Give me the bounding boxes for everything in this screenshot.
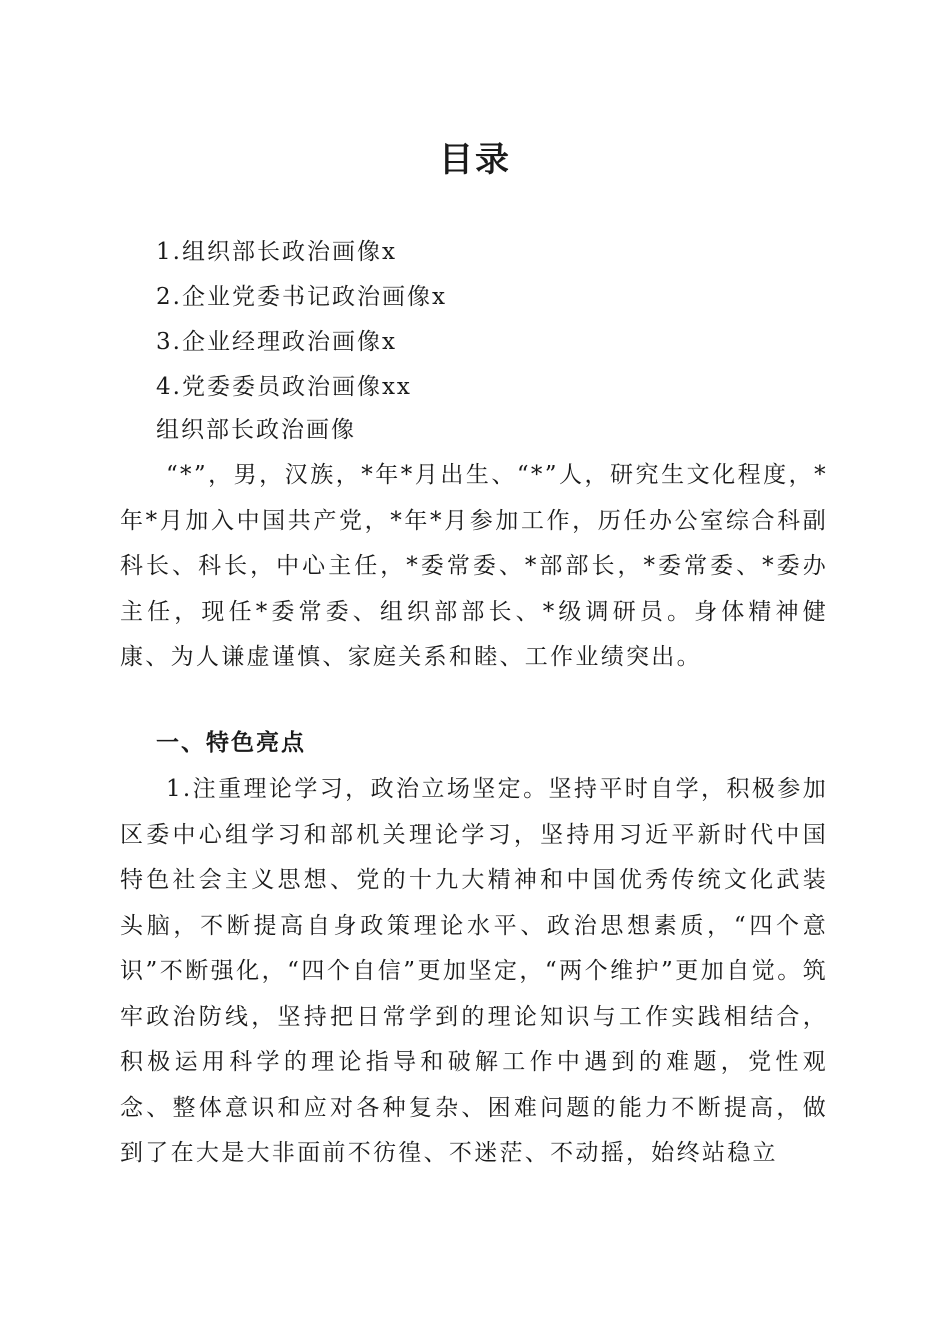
section-title: 组织部长政治画像 [156,417,356,443]
section-heading: 一、特色亮点 [156,730,306,756]
toc-item: 3.企业经理政治画像x [156,329,397,355]
intro-paragraph: “*”，男，汉族，*年*月出生、“*”人，研究生文化程度，*年*月加入中国共产党，*年*月参加工作，历任办公室综合科副科长、科长，中心主任，*委常委、*部部长，*委常委、*委办主任，现任*委常委、组织部部长、*级调研员。身体精神健康、为人谦虚谨慎、家庭关系和睦、工作业绩突出。 [120,462,828,670]
toc-item: 1.组织部长政治画像x [156,239,397,265]
toc-item: 4.党委委员政治画像xx [156,374,412,400]
toc-item: 2.企业党委书记政治画像x [156,284,447,310]
body-paragraph: 1.注重理论学习，政治立场坚定。坚持平时自学，积极参加区委中心组学习和部机关理论学习，坚持用习近平新时代中国特色社会主义思想、党的十九大精神和中国优秀传统文化武装头脑，不断提高自身政策理论水平、政治思想素质，“四个意识”不断强化，“四个自信”更加坚定，“两个维护”更加自觉。筑牢政治防线，坚持把日常学到的理论知识与工作实践相结合，积极运用科学的理论指导和破解工作中遇到的难题，党性观念、整体意识和应对各种复杂、困难问题的能力不断提高，做到了在大是大非面前不彷徨、不迷茫、不动摇，始终站稳立 [120,776,828,1166]
table-of-contents [156,230,836,410]
page-title: 目录 [439,140,511,180]
